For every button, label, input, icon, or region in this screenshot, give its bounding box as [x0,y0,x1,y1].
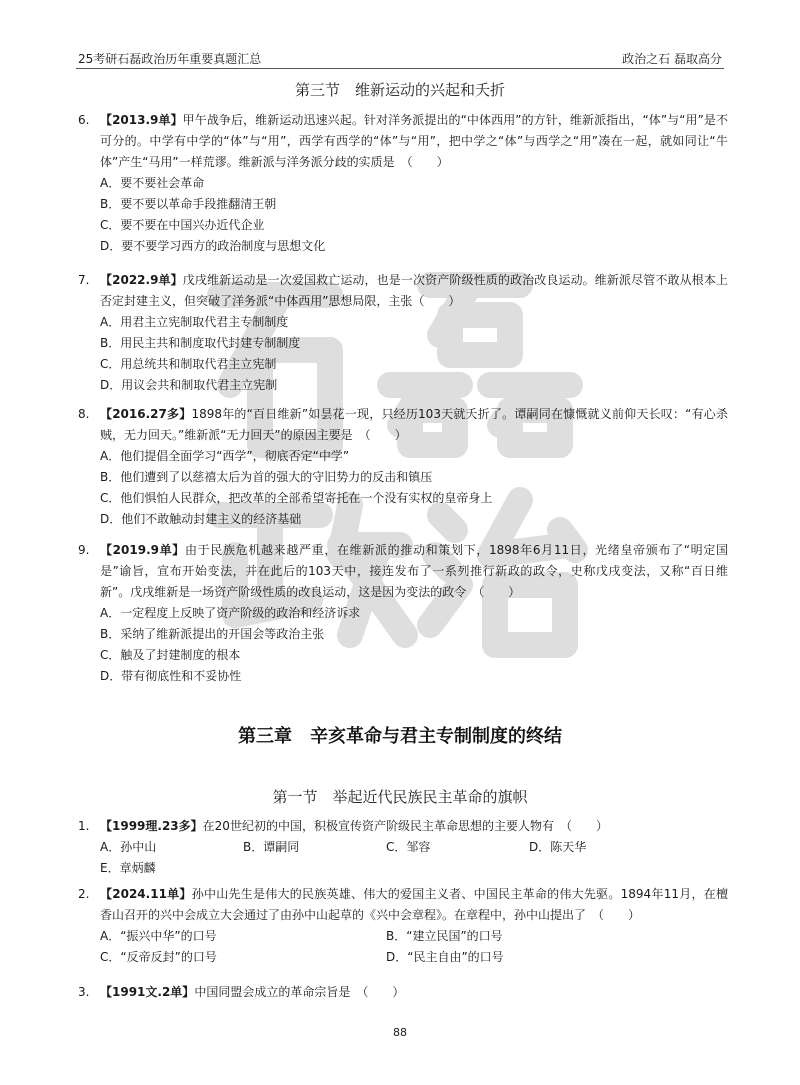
option-d: D．陈天华 [529,840,587,854]
question-source-tag: 【1991文.2单】 [100,985,195,999]
option-b: B．要不要以革命手段推翻清王朝 [100,197,277,211]
option-d: D．要不要学习西方的政治制度与思想文化 [100,239,326,253]
question-number: 9. [78,543,90,557]
question-source-tag: 【2022.9单】 [100,273,183,287]
header-divider [76,68,724,69]
question-8 [78,404,728,530]
option-c: C．用总统共和制取代君主立宪制 [100,357,277,371]
header-right-slogan: 政治之石 磊取高分 [622,52,722,66]
option-d: D．带有彻底性和不妥协性 [100,669,242,683]
options-grid [78,926,728,968]
option-a: A．他们提倡全面学习“西学”，彻底否定“中学” [100,449,350,463]
option-a: A．要不要社会革命 [100,176,205,190]
question-number: 6. [78,113,90,127]
page-number: 88 [393,1026,407,1039]
option-c: C．要不要在中国兴办近代企业 [100,218,265,232]
option-b: B．谭嗣同 [243,840,300,854]
question-source-tag: 【2019.9单】 [100,543,185,557]
question-9 [78,540,728,687]
option-a: A．一定程度上反映了资产阶级的政治和经济诉求 [100,606,361,620]
option-c: C．邹容 [386,840,431,854]
question-source-tag: 【1999理.23多】 [100,819,203,833]
question-number: 2. [78,887,90,901]
question-number: 8. [78,407,90,421]
chapter-title-xinhai-revolution: 第三章 辛亥革命与君主专制制度的终结 [238,726,562,747]
question-2 [78,884,728,968]
question-source-tag: 【2013.9单】 [100,113,183,127]
option-b: B．他们遭到了以慈禧太后为首的强大的守旧势力的反击和镇压 [100,470,433,484]
question-stem: 1898年的“百日维新”如昙花一现，只经历103天就夭折了。谭嗣同在慷慨就义前仰天长叹：“有心杀贼，无力回天。”维新派“无力回天”的原因主要是 （ ） [100,407,728,442]
option-e: E．章炳麟 [100,861,156,875]
page-header [78,49,722,67]
question-stem: 在20世纪初的中国，积极宣传资产阶级民主革命思想的主要人物有 （ ） [202,819,608,833]
option-b: B．采纳了维新派提出的开国会等政治主张 [100,627,325,641]
question-number: 3. [78,985,90,999]
option-d: D．他们不敢触动封建主义的经济基础 [100,512,302,526]
question-number: 1. [78,819,90,833]
question-source-tag: 【2024.11单】 [100,887,192,901]
option-b: B．“建立民国”的口号 [386,929,503,943]
section-title-revolution-banner: 第一节 举起近代民族民主革命的旗帜 [272,788,528,806]
question-6 [78,110,728,257]
option-c: C．“反帝反封”的口号 [100,950,217,964]
option-a: A．“振兴中华”的口号 [100,929,217,943]
option-d: D．用议会共和制取代君主立宪制 [100,378,278,392]
option-b: B．用民主共和制度取代封建专制制度 [100,336,301,350]
question-1 [78,816,728,879]
section-title-reform-movement: 第三节 维新运动的兴起和夭折 [294,81,505,99]
question-stem: 甲午战争后，维新运动迅速兴起。针对洋务派提出的“中体西用”的方针，维新派指出，“体”与“用”是不可分的。中学有中学的“体”与“用”，西学有西学的“体”与“用”，把中学之“体”与西学之“用”凑在一起，就如同让“牛体”产生“马用”一样荒谬。维新派与洋务派分歧的实质是 （ ） [100,113,728,169]
question-stem: 由于民族危机越来越严重，在维新派的推动和策划下，1898年6月11日，光绪皇帝颁布了“明定国是”谕旨，宣布开始变法，并在此后的103天中，接连发布了一系列推行新政的政令，史称戊戌变法，又称“百日维新”。戊戌维新是一场资产阶级性质的改良运动，这是因为变法的政令 （ ） [100,543,728,599]
options-grid [78,837,728,879]
option-d: D．“民主自由”的口号 [386,950,504,964]
question-number: 7. [78,273,90,287]
option-c: C．他们惧怕人民群众，把改革的全部希望寄托在一个没有实权的皇帝身上 [100,491,493,505]
question-stem: 孙中山先生是伟大的民族英雄、伟大的爱国主义者、中国民主革命的伟大先驱。1894年11月，在檀香山召开的兴中会成立大会通过了由孙中山起草的《兴中会章程》。在章程中，孙中山提出了 （ ） [100,887,728,922]
option-c: C．触及了封建制度的根本 [100,648,241,662]
option-a: A．用君主立宪制取代君主专制制度 [100,315,289,329]
option-a: A．孙中山 [100,840,157,854]
question-stem: 中国同盟会成立的革命宗旨是 （ ） [194,985,405,999]
question-7 [78,270,728,396]
question-3 [78,982,728,1003]
question-source-tag: 【2016.27多】 [100,407,192,421]
header-left-title: 25考研石磊政治历年重要真题汇总 [78,52,262,66]
question-stem: 戊戌维新运动是一次爱国救亡运动，也是一次资产阶级性质的政治改良运动。维新派尽管不敢从根本上否定封建主义，但突破了洋务派“中体西用”思想局限，主张（ ） [100,273,728,308]
